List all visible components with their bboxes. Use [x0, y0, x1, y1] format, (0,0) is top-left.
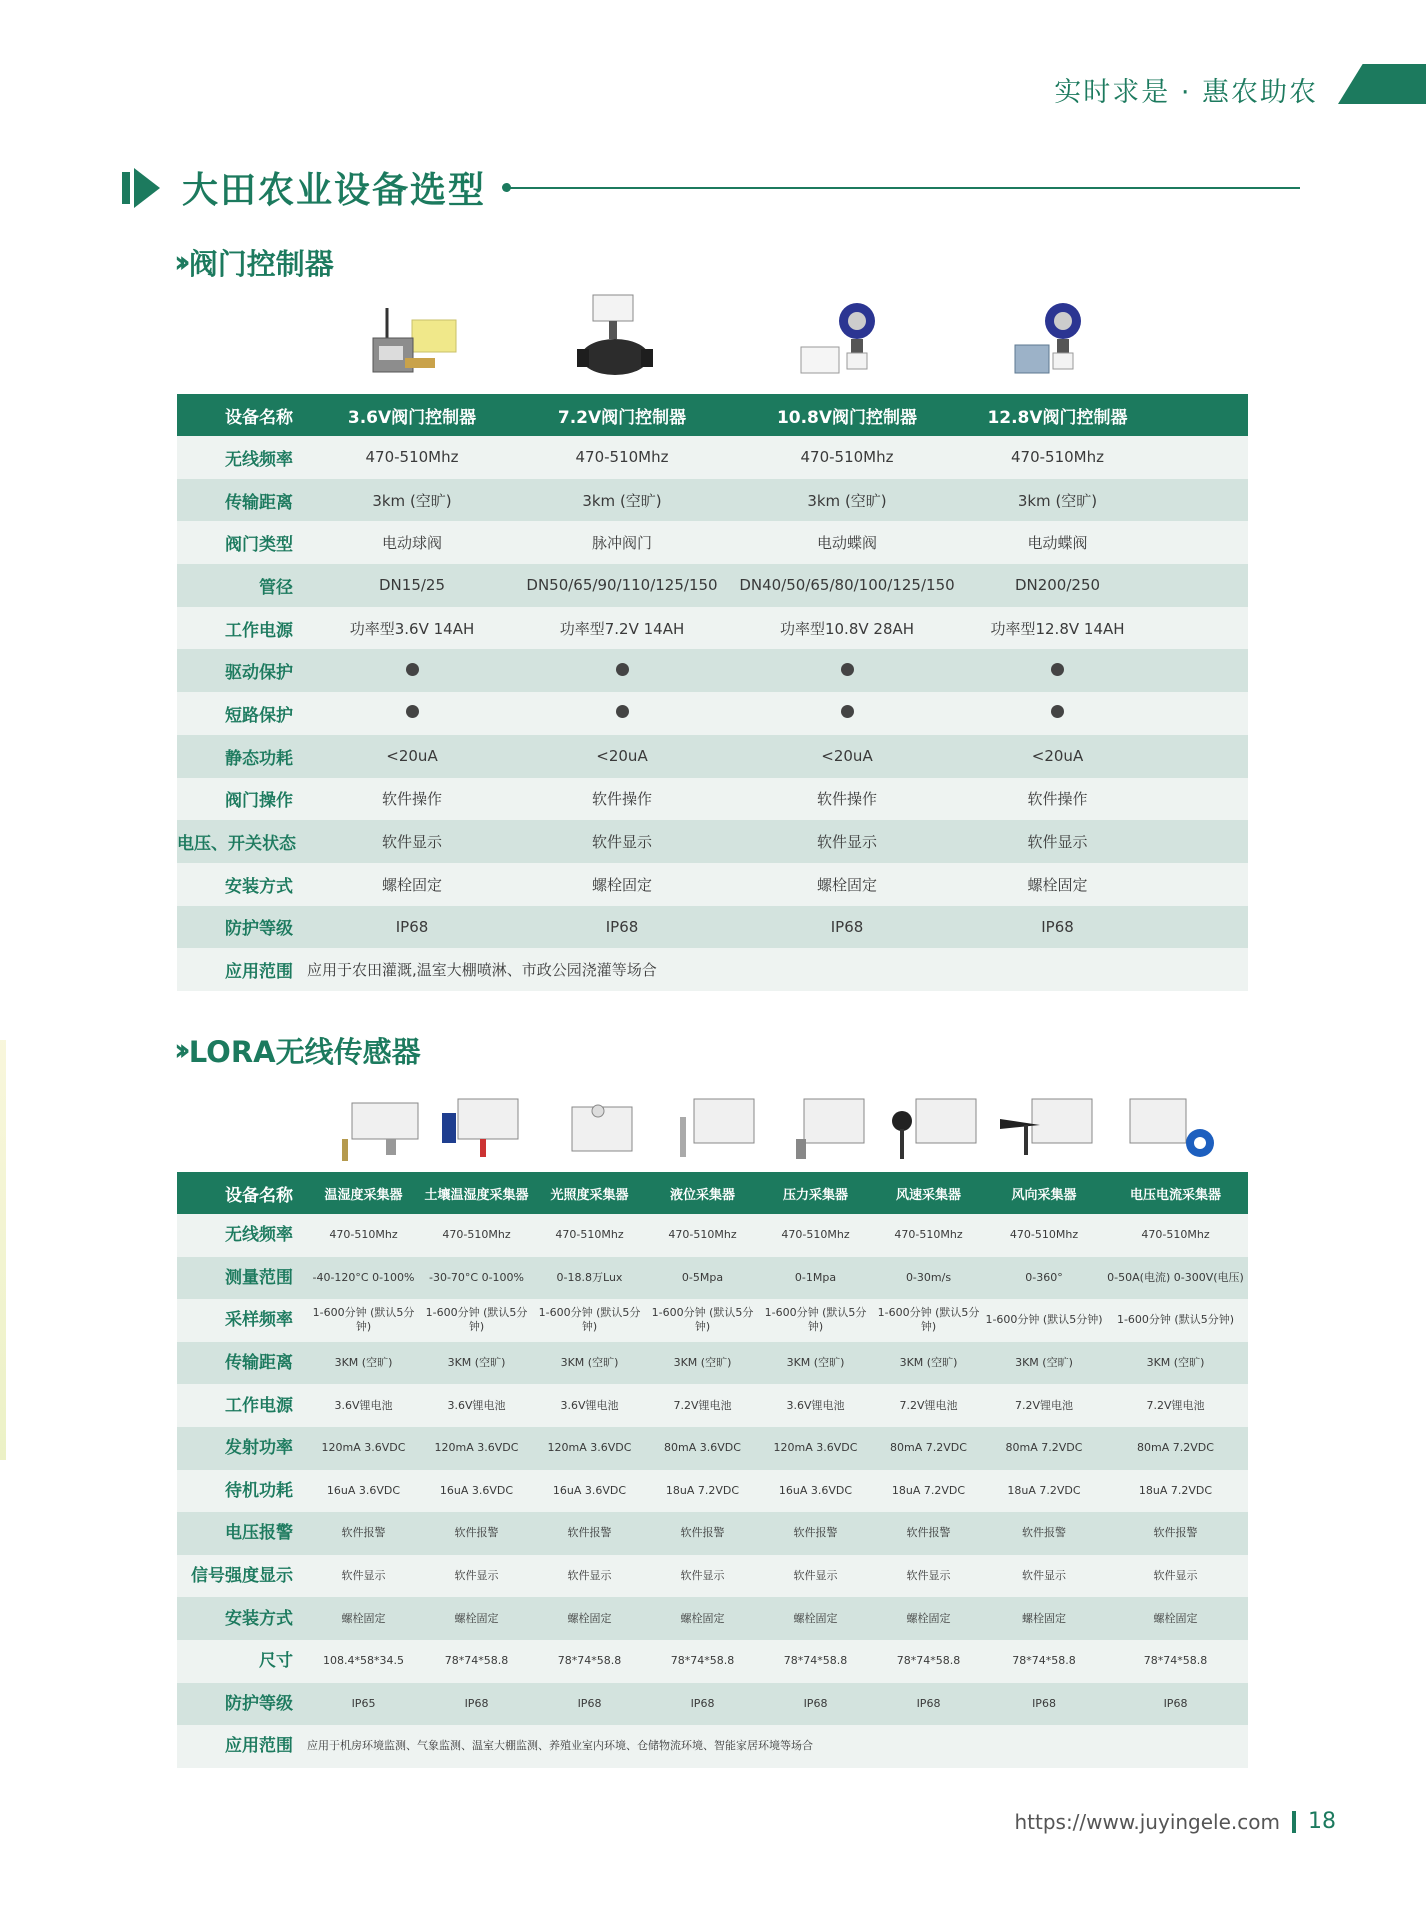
valve-product-image-2 — [575, 293, 655, 383]
table-cell: IP68 — [1032, 1696, 1056, 1710]
table-row — [177, 1299, 1248, 1342]
table-row — [177, 863, 1248, 906]
table-cell: 470-510Mhz — [442, 1228, 511, 1242]
valve-product-image-3 — [795, 295, 885, 385]
table-cell: 软件报警 — [341, 1526, 386, 1540]
table-cell: 软件操作 — [381, 790, 442, 809]
sensor-section-title — [174, 1030, 421, 1071]
table-row — [177, 1512, 1248, 1555]
row-label: 传输距离 — [225, 1353, 293, 1374]
table-cell: 功率型10.8V 28AH — [779, 619, 915, 638]
main-title-text: 大田农业设备选型 — [182, 170, 487, 211]
table-row — [177, 820, 1248, 863]
table-cell: -40-120°C 0-100% — [312, 1270, 415, 1284]
table-cell: 螺栓固定 — [1027, 875, 1088, 894]
table-cell: 7.2V锂电池 — [673, 1398, 732, 1412]
table-cell — [517, 692, 727, 735]
sensor-image-5 — [796, 1099, 864, 1159]
table-cell: 电动蝶阀 — [1027, 534, 1088, 553]
table-cell: 78*74*58.8 — [1012, 1654, 1076, 1668]
scope-text: 应用于机房环境监测、气象监测、温室大棚监测、养殖业室内环境、仓储物流环境、智能家居环境等场合 — [307, 1739, 813, 1753]
valve-table-header — [177, 394, 1248, 436]
table-cell: 1-600分钟 (默认5分钟) — [312, 1306, 415, 1334]
table-cell: 80mA 3.6VDC — [664, 1441, 741, 1455]
filled-dot-icon — [1051, 663, 1064, 676]
table-cell: 7.2V锂电池 — [1146, 1398, 1205, 1412]
sensor-image-3 — [572, 1105, 632, 1151]
table-cell: 软件显示 — [680, 1569, 725, 1583]
valve-header-label: 设备名称 — [225, 407, 293, 428]
table-cell: 120mA 3.6VDC — [434, 1441, 519, 1455]
table-cell: 软件显示 — [1027, 833, 1088, 852]
table-cell: 470-510Mhz — [894, 1228, 963, 1242]
table-cell: DN50/65/90/110/125/150 — [526, 576, 718, 595]
sensor-image-2 — [442, 1099, 518, 1157]
table-cell: 470-510Mhz — [1141, 1228, 1210, 1242]
table-cell: IP68 — [916, 1696, 941, 1710]
valve-col-3: 12.8V阀门控制器 — [987, 407, 1128, 428]
sensor-image-1 — [342, 1103, 418, 1161]
table-row — [177, 1555, 1248, 1598]
table-cell: 120mA 3.6VDC — [773, 1441, 858, 1455]
table-cell: 螺栓固定 — [381, 875, 442, 894]
table-cell: DN15/25 — [379, 576, 445, 595]
filled-dot-icon — [841, 663, 854, 676]
table-cell: 120mA 3.6VDC — [547, 1441, 632, 1455]
table-cell: 软件显示 — [381, 833, 442, 852]
table-row — [177, 436, 1248, 479]
table-cell: 7.2V锂电池 — [1014, 1398, 1074, 1412]
table-cell: DN40/50/65/80/100/125/150 — [739, 576, 955, 595]
table-cell: 120mA 3.6VDC — [321, 1441, 406, 1455]
table-cell — [517, 649, 727, 692]
table-cell: 0-5Mpa — [681, 1270, 724, 1284]
filled-dot-icon — [406, 705, 419, 718]
sensor-section-title-text: LORA无线传感器 — [188, 1035, 421, 1069]
sensor-col-2: 光照度采集器 — [550, 1187, 629, 1203]
table-cell: 螺栓固定 — [454, 1611, 499, 1625]
table-cell: 螺栓固定 — [1022, 1611, 1066, 1625]
sensor-table-header — [177, 1172, 1248, 1214]
table-cell: 0-30m/s — [905, 1270, 952, 1284]
table-row — [177, 735, 1248, 778]
table-cell: 螺栓固定 — [906, 1611, 951, 1625]
row-label: 管径 — [259, 577, 293, 598]
sensor-col-4: 压力采集器 — [782, 1187, 848, 1203]
table-cell: 470-510Mhz — [781, 1228, 850, 1242]
valve-col-2: 10.8V阀门控制器 — [776, 407, 918, 428]
table-cell: 1-600分钟 (默认5分钟) — [985, 1313, 1103, 1327]
table-cell: 3KM (空旷) — [1015, 1356, 1073, 1370]
sensor-header-label: 设备名称 — [225, 1185, 293, 1206]
table-cell — [307, 649, 517, 692]
table-cell: 0-1Mpa — [794, 1270, 837, 1284]
row-label: 尺寸 — [259, 1651, 293, 1672]
sensor-product-images — [330, 1095, 1330, 1167]
row-label: 无线频率 — [225, 1225, 293, 1246]
table-cell: 470-510Mhz — [555, 1228, 624, 1242]
sensor-image-4 — [680, 1099, 754, 1157]
row-label: 电压报警 — [225, 1523, 293, 1544]
table-row — [177, 1597, 1248, 1640]
table-cell: 软件显示 — [341, 1569, 386, 1583]
valve-section-title-text: 阀门控制器 — [188, 247, 334, 281]
filled-dot-icon — [406, 663, 419, 676]
table-cell: 功率型7.2V 14AH — [559, 619, 685, 638]
table-cell: 功率型3.6V 14AH — [349, 619, 475, 638]
table-cell: IP68 — [830, 917, 864, 936]
filled-dot-icon — [841, 705, 854, 718]
table-cell: 470-510Mhz — [1011, 448, 1104, 467]
table-cell: 软件显示 — [1022, 1569, 1066, 1583]
row-label: 待机功耗 — [225, 1480, 293, 1501]
table-cell: 软件报警 — [567, 1526, 612, 1540]
table-cell — [967, 649, 1148, 692]
row-label: 发射功率 — [225, 1438, 293, 1459]
table-cell — [307, 692, 517, 735]
table-cell: 螺栓固定 — [1153, 1611, 1198, 1625]
row-label: 工作电源 — [225, 1395, 293, 1416]
table-row — [177, 1470, 1248, 1513]
table-cell: IP68 — [1163, 1696, 1188, 1710]
table-cell: 电动球阀 — [381, 534, 442, 553]
table-cell: 3km (空旷) — [1017, 491, 1098, 510]
table-cell: 软件报警 — [1153, 1526, 1198, 1540]
row-label: 静态功耗 — [225, 748, 293, 769]
table-cell — [727, 649, 967, 692]
table-cell: -30-70°C 0-100% — [428, 1270, 525, 1284]
table-cell: 3KM (空旷) — [1146, 1356, 1205, 1370]
table-cell: IP65 — [351, 1696, 376, 1710]
table-cell: 软件显示 — [816, 833, 877, 852]
table-cell: 软件显示 — [906, 1569, 951, 1583]
table-cell: IP68 — [605, 917, 639, 936]
table-cell: 470-510Mhz — [800, 448, 894, 467]
table-cell: 0-360° — [1025, 1270, 1063, 1284]
row-label: 阀门类型 — [225, 535, 293, 556]
table-cell: 3.6V锂电池 — [786, 1398, 845, 1412]
table-cell: 螺栓固定 — [816, 875, 877, 894]
scope-label: 应用范围 — [225, 1736, 293, 1757]
table-cell: <20uA — [821, 747, 873, 766]
table-cell — [727, 692, 967, 735]
scope-text: 应用于农田灌溉,温室大棚喷淋、市政公园浇灌等场合 — [307, 961, 657, 980]
table-cell: DN200/250 — [1014, 576, 1101, 595]
row-label: 驱动保护 — [225, 663, 293, 684]
table-cell: 1-600分钟 (默认5分钟) — [877, 1306, 980, 1334]
table-cell: <20uA — [1031, 747, 1084, 766]
table-row — [177, 521, 1248, 564]
table-cell: 78*74*58.8 — [670, 1654, 735, 1668]
table-row — [177, 1427, 1248, 1470]
table-row — [177, 1384, 1248, 1427]
filled-dot-icon — [616, 705, 629, 718]
table-cell: 0-18.8万Lux — [556, 1270, 623, 1284]
row-label: 电压、开关状态 — [177, 834, 296, 855]
table-cell: 功率型12.8V 14AH — [990, 619, 1125, 638]
table-row — [177, 479, 1248, 522]
table-cell: 470-510Mhz — [365, 448, 459, 467]
table-cell: 软件报警 — [793, 1526, 838, 1540]
table-cell: 3.6V锂电池 — [560, 1398, 619, 1412]
row-label: 传输距离 — [225, 492, 293, 513]
table-cell: 18uA 7.2VDC — [1138, 1483, 1213, 1497]
table-cell: 470-510Mhz — [668, 1228, 737, 1242]
table-cell: 16uA 3.6VDC — [439, 1483, 514, 1497]
row-label: 工作电源 — [225, 620, 293, 641]
row-label: 信号强度显示 — [191, 1566, 293, 1587]
table-cell: 软件操作 — [591, 790, 652, 809]
table-cell: 脉冲阀门 — [591, 534, 652, 553]
table-cell: IP68 — [395, 917, 429, 936]
table-cell: 18uA 7.2VDC — [1007, 1483, 1081, 1497]
table-cell: 3KM (空旷) — [899, 1356, 958, 1370]
row-label: 阀门操作 — [225, 791, 293, 812]
footer-divider — [1292, 1811, 1296, 1833]
scope-row — [177, 1725, 1248, 1768]
table-cell: IP68 — [803, 1696, 828, 1710]
table-row — [177, 1214, 1248, 1257]
double-chevron-icon: ›› — [174, 1033, 183, 1068]
table-cell: 螺栓固定 — [341, 1611, 386, 1625]
row-label: 测量范围 — [225, 1267, 293, 1288]
table-row — [177, 1640, 1248, 1683]
table-cell: 3KM (空旷) — [560, 1356, 619, 1370]
row-label: 安装方式 — [225, 876, 293, 897]
table-cell: 78*74*58.8 — [557, 1654, 622, 1668]
table-cell: 80mA 7.2VDC — [1137, 1441, 1214, 1455]
table-row — [177, 564, 1248, 607]
table-cell: 80mA 7.2VDC — [890, 1441, 967, 1455]
table-cell: 软件显示 — [1153, 1569, 1198, 1583]
table-cell: 3.6V锂电池 — [334, 1398, 393, 1412]
table-cell: 470-510Mhz — [329, 1228, 398, 1242]
table-cell: 1-600分钟 (默认5分钟) — [425, 1306, 528, 1334]
sensor-col-1: 土壤温湿度采集器 — [424, 1187, 529, 1203]
sensor-col-5: 风速采集器 — [895, 1187, 961, 1203]
table-cell: 78*74*58.8 — [1143, 1654, 1208, 1668]
table-cell: 3KM (空旷) — [786, 1356, 845, 1370]
table-cell: 3KM (空旷) — [334, 1356, 393, 1370]
table-cell: 软件操作 — [1027, 790, 1088, 809]
table-cell: 78*74*58.8 — [783, 1654, 848, 1668]
table-cell: 1-600分钟 (默认5分钟) — [538, 1306, 641, 1334]
table-cell: 78*74*58.8 — [444, 1654, 509, 1668]
table-row — [177, 1342, 1248, 1385]
table-cell: 螺栓固定 — [567, 1611, 612, 1625]
table-cell: 软件报警 — [454, 1526, 499, 1540]
table-cell: 电动蝶阀 — [816, 534, 877, 553]
table-cell: 3KM (空旷) — [673, 1356, 732, 1370]
table-cell: 软件报警 — [680, 1526, 725, 1540]
row-label: 采样频率 — [225, 1310, 293, 1331]
table-cell: 108.4*58*34.5 — [323, 1654, 404, 1668]
table-cell: 1-600分钟 (默认5分钟) — [651, 1306, 754, 1334]
table-cell: 软件操作 — [816, 790, 877, 809]
valve-section-title — [174, 242, 334, 283]
table-cell: 80mA 7.2VDC — [1005, 1441, 1083, 1455]
table-cell: 16uA 3.6VDC — [326, 1483, 401, 1497]
table-row — [177, 1683, 1248, 1726]
table-cell: 7.2V锂电池 — [899, 1398, 958, 1412]
double-chevron-icon: ›› — [174, 245, 183, 280]
sensor-image-7 — [1000, 1099, 1092, 1155]
edge-decoration — [0, 1040, 6, 1460]
table-cell: 16uA 3.6VDC — [778, 1483, 853, 1497]
table-row — [177, 607, 1248, 650]
table-cell: IP68 — [1041, 917, 1074, 936]
main-title — [122, 162, 486, 213]
table-cell: 3.6V锂电池 — [447, 1398, 506, 1412]
table-row — [177, 1257, 1248, 1300]
table-cell: IP68 — [577, 1696, 602, 1710]
row-label: 无线频率 — [225, 449, 293, 470]
sensor-spec-table — [177, 1172, 1248, 1768]
table-cell: 软件显示 — [793, 1569, 838, 1583]
table-cell: <20uA — [386, 747, 438, 766]
row-label: 防护等级 — [225, 919, 293, 940]
play-arrow-icon — [122, 168, 160, 208]
footer — [1014, 1809, 1336, 1834]
table-cell: IP68 — [690, 1696, 715, 1710]
table-cell: 470-510Mhz — [575, 448, 669, 467]
table-cell: 软件报警 — [1022, 1526, 1066, 1540]
table-cell: 3km (空旷) — [582, 491, 662, 510]
table-cell: 18uA 7.2VDC — [891, 1483, 966, 1497]
valve-product-image-1 — [365, 300, 465, 380]
row-label: 短路保护 — [225, 705, 293, 726]
filled-dot-icon — [616, 663, 629, 676]
valve-spec-table — [177, 394, 1248, 991]
table-cell: IP68 — [464, 1696, 489, 1710]
table-cell: 0-50A(电流) 0-300V(电压) — [1107, 1270, 1244, 1284]
sensor-col-3: 液位采集器 — [669, 1187, 735, 1203]
table-cell: 470-510Mhz — [1009, 1228, 1079, 1242]
header-tab-decoration — [1338, 64, 1426, 104]
page-number: 18 — [1308, 1809, 1336, 1834]
table-row — [177, 906, 1248, 949]
scope-row — [177, 948, 1248, 991]
valve-product-image-4 — [1005, 295, 1095, 385]
valve-col-1: 7.2V阀门控制器 — [557, 407, 687, 428]
row-label: 安装方式 — [225, 1608, 293, 1629]
title-divider — [508, 187, 1300, 189]
footer-url[interactable]: https://www.juyingele.com — [1014, 1809, 1280, 1834]
table-row — [177, 649, 1248, 692]
sensor-col-0: 温湿度采集器 — [324, 1187, 403, 1203]
scope-label: 应用范围 — [225, 962, 293, 983]
sensor-col-6: 风向采集器 — [1011, 1187, 1077, 1203]
table-cell: 3km (空旷) — [807, 491, 887, 510]
table-cell — [967, 692, 1148, 735]
filled-dot-icon — [1051, 705, 1064, 718]
table-cell: 软件显示 — [567, 1569, 612, 1583]
table-cell: 螺栓固定 — [591, 875, 652, 894]
table-cell: 螺栓固定 — [680, 1611, 725, 1625]
table-cell: 16uA 3.6VDC — [552, 1483, 627, 1497]
table-cell: 1-600分钟 (默认5分钟) — [764, 1306, 867, 1334]
table-cell: 3km (空旷) — [372, 491, 452, 510]
table-cell: 螺栓固定 — [793, 1611, 838, 1625]
table-cell: 78*74*58.8 — [896, 1654, 961, 1668]
header-slogan: 实时求是 · 惠农助农 — [1054, 77, 1318, 108]
sensor-col-7: 电压电流采集器 — [1129, 1187, 1221, 1203]
table-row — [177, 778, 1248, 821]
sensor-image-6 — [892, 1099, 976, 1159]
table-cell: 软件显示 — [454, 1569, 499, 1583]
table-row — [177, 692, 1248, 735]
table-cell: 1-600分钟 (默认5分钟) — [1116, 1313, 1235, 1327]
row-label: 防护等级 — [225, 1693, 293, 1714]
table-cell: 软件显示 — [591, 833, 652, 852]
table-cell: 软件报警 — [906, 1526, 951, 1540]
sensor-image-8 — [1130, 1099, 1214, 1157]
valve-col-0: 3.6V阀门控制器 — [347, 407, 477, 428]
table-cell: <20uA — [596, 747, 648, 766]
table-cell: 18uA 7.2VDC — [665, 1483, 740, 1497]
table-cell: 3KM (空旷) — [447, 1356, 506, 1370]
